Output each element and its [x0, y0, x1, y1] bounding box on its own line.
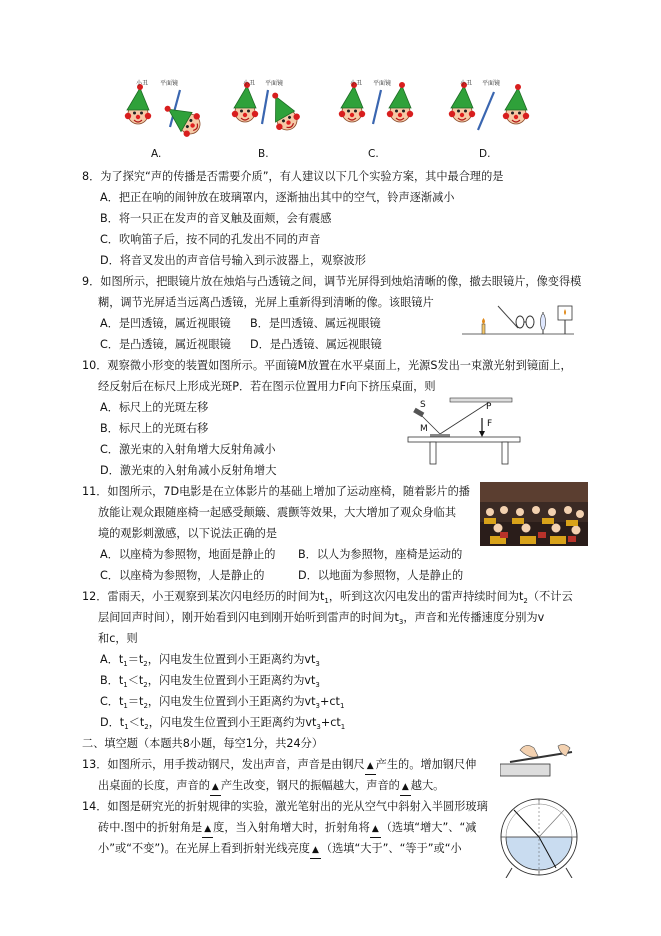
q13-line1	[82, 757, 476, 775]
q12-d-sub1b: 1	[340, 723, 346, 732]
q9-option-b: B．是凹透镜、属远视眼镜	[250, 317, 381, 330]
q9-line2: 糊，调节光屏适当远离凸透镜，光屏上重新得到清晰的像。该眼镜片	[98, 296, 434, 309]
q8-stem: 8．为了探究“声的传播是否需要介质”，有人建议以下几个实验方案，其中最合理的是	[82, 170, 504, 183]
q7-option-d: D.	[479, 148, 491, 160]
q13-line2-b: 产生改变，钢尺的振幅越大，声音的	[220, 779, 400, 792]
q12-c-sub3: 3	[315, 702, 321, 711]
q10-label-s: S	[420, 400, 426, 410]
q8-option-c: C．吹响笛子后，按不同的孔发出不同的声音	[100, 233, 321, 246]
q11-line1: 11．如图所示，7D电影是在立体影片的基础上增加了运动座椅，随着影片的播	[82, 485, 470, 498]
q12-d-mid: ＜t	[128, 716, 145, 729]
q7-option-c: C.	[368, 148, 379, 160]
q12-a-mid: ＝t	[127, 653, 144, 666]
q10-deformation-figure	[400, 394, 530, 466]
q14-line1: 14．如图是研究光的折射规律的实验，激光笔射出的光从空气中斜射入半圆形玻璃	[82, 800, 488, 813]
q12-a-sub2: 2	[143, 660, 148, 669]
q10-label-m: M	[420, 424, 428, 434]
q12-option-a	[100, 652, 320, 672]
q12-b-sub1: 1	[123, 681, 128, 690]
q13-ruler-figure	[500, 740, 580, 780]
q10-line1: 10．观察微小形变的装置如图所示。平面镜M放置在水平桌面上，光源S发出一束激光射到镜面上，	[82, 359, 572, 372]
q7-cap-b-mirror: 平面镜	[265, 80, 284, 87]
q9-option-c: C．是凸透镜，属近视眼镜	[100, 338, 231, 351]
q9-lens-experiment-figure	[458, 298, 578, 343]
q12-a-sub1: 1	[123, 660, 128, 669]
q7-cap-a-clown: 小丑	[136, 80, 149, 87]
section-title-fill-in: 二、填空题（本题共8小题，每空1分，共24分）	[82, 737, 324, 750]
q7-cap-c-mirror: 平面镜	[373, 80, 392, 87]
q12-b-post: ，闪电发生位置到小王距离约为vt	[147, 674, 316, 687]
q12-c-post: ，闪电发生位置到小王距离约为vt	[147, 695, 316, 708]
q10-line2: 经反射后在标尺上形成光斑P．若在图示位置用力F向下挤压桌面，则	[98, 380, 436, 393]
q14-line2-c: （选填“增大”、“减	[380, 821, 477, 834]
q7-option-b: B.	[258, 148, 269, 160]
q14-line2-a: 砖中.图中的折射角是	[98, 821, 203, 834]
q12-c-sub2: 2	[143, 702, 148, 711]
q10-label-f: F	[487, 419, 493, 429]
q12-d-tail: +ct	[320, 716, 341, 729]
q7-figure-d	[449, 82, 529, 130]
q7-figure-a	[125, 84, 205, 140]
q11-option-b: B．以人为参照物，座椅是运动的	[298, 548, 463, 561]
q14-blank-2[interactable]: ▲	[370, 821, 381, 838]
q12-option-c	[100, 694, 344, 714]
q14-line3	[98, 841, 462, 859]
q13-blank-1[interactable]: ▲	[365, 758, 376, 775]
q12-b-pre: B．t	[100, 674, 124, 687]
q13-line2-a: 出桌面的长度，声音的	[98, 779, 210, 792]
q10-option-a: A．标尺上的光斑左移	[100, 401, 209, 414]
q13-line1-b: 产生的。增加钢尺伸	[375, 758, 477, 771]
q12-sub-2: 2	[523, 597, 528, 606]
q12-line1-part-c: （不计云	[527, 590, 573, 603]
q12-line1	[82, 589, 573, 609]
q7-cap-a-mirror: 平面镜	[160, 80, 179, 87]
q12-line2-part-a: 层间回声时间），刚开始看到闪电到刚开始听到雷声的时间为t	[98, 611, 399, 624]
q12-c-pre: C．t	[100, 695, 124, 708]
q12-line2	[98, 610, 544, 630]
q7-cap-d-mirror: 平面镜	[482, 80, 501, 87]
q10-label-p: P	[486, 402, 492, 412]
q11-line2: 放能让观众跟随座椅一起感受颠簸、震颤等效果，大大增加了观众身临其	[98, 506, 457, 519]
q8-option-a: A．把正在响的闹钟放在玻璃罩内，逐渐抽出其中的空气，铃声逐渐减小	[100, 191, 455, 204]
q12-d-sub3: 3	[316, 723, 321, 732]
q14-line2-b: 度，当入射角增大时，折射角将	[213, 821, 370, 834]
q8-option-d: D．将音叉发出的声音信号输入到示波器上，观察波形	[100, 254, 366, 267]
q12-b-mid: ＜t	[127, 674, 144, 687]
q12-a-sub3: 3	[315, 660, 320, 669]
q13-line1-a: 13．如图所示，用手拨动钢尺，发出声音，声音是由钢尺	[82, 758, 365, 771]
q12-d-sub2: 2	[144, 723, 149, 732]
q7-figure-c	[339, 82, 413, 124]
q12-c-sub1b: 1	[339, 702, 345, 711]
q12-d-sub1: 1	[124, 723, 129, 732]
q11-cinema-photo	[480, 482, 588, 546]
q12-c-tail: +ct	[320, 695, 340, 708]
q12-line1-part-b: ，听到这次闪电发出的雷声持续时间为t	[328, 590, 524, 603]
q12-d-post: ，闪电发生位置到小王距离约为vt	[148, 716, 317, 729]
q11-option-d: D．以地面为参照物，人是静止的	[298, 569, 464, 582]
q9-line1: 9．如图所示，把眼镜片放在烛焰与凸透镜之间，调节光屏得到烛焰清晰的像，撤去眼镜片，像变得模	[82, 275, 582, 288]
q12-a-post: ，闪电发生位置到小王距离约为vt	[147, 653, 316, 666]
q12-c-sub1: 1	[123, 702, 128, 711]
q9-option-a: A．是凹透镜，属近视眼镜	[100, 317, 231, 330]
q10-option-d: D．激光束的入射角减小反射角增大	[100, 464, 277, 477]
q12-option-d	[100, 715, 345, 735]
q12-sub-3: 3	[398, 618, 404, 627]
q12-c-mid: ＝t	[127, 695, 144, 708]
q11-option-a: A．以座椅为参照物，地面是静止的	[100, 548, 276, 561]
q10-option-b: B．标尺上的光斑右移	[100, 422, 209, 435]
q12-b-sub2: 2	[143, 681, 148, 690]
q13-line2	[98, 778, 444, 796]
q12-option-b	[100, 673, 320, 693]
q13-line2-c: 越大。	[410, 779, 445, 792]
q12-b-sub3: 3	[315, 681, 320, 690]
q8-option-b: B．将一只正在发声的音叉触及面颊，会有震感	[100, 212, 332, 225]
q7-cap-b-clown: 小丑	[243, 80, 256, 87]
q14-line3-b: （选填“大于”、“等于”或“小	[320, 842, 462, 855]
q7-cap-d-clown: 小丑	[460, 80, 473, 87]
q7-option-a: A.	[151, 148, 162, 160]
q7-cap-c-clown: 小丑	[350, 80, 363, 87]
q11-line3: 境的观影刺激感，以下说法正确的是	[98, 527, 278, 540]
q13-blank-2[interactable]: ▲	[210, 779, 221, 796]
q12-sub-1: 1	[324, 597, 329, 606]
q14-refraction-disc-figure	[498, 796, 580, 878]
q12-line2-part-b: ，声音和光传播速度分别为v	[403, 611, 545, 624]
q12-line3: 和c，则	[98, 632, 138, 645]
q11-option-c: C．以座椅为参照物，人是静止的	[100, 569, 265, 582]
q12-line1-part-a: 12．雷雨天，小王观察到某次闪电经历的时间为t	[82, 590, 325, 603]
q12-d-pre: D．t	[100, 716, 125, 729]
q12-a-pre: A．t	[100, 653, 124, 666]
q7-clown-mirror-figures	[0, 0, 661, 150]
q10-option-c: C．激光束的入射角增大反射角减小	[100, 443, 276, 456]
q14-line2	[98, 820, 476, 838]
q13-blank-3[interactable]: ▲	[400, 779, 411, 796]
q14-line3-a: 小”或“不变”)。在光屏上看到折射光线亮度	[98, 842, 310, 855]
q14-blank-3[interactable]: ▲	[310, 842, 321, 859]
q14-blank-1[interactable]: ▲	[202, 821, 213, 838]
q9-option-d: D．是凸透镜、属远视眼镜	[250, 338, 382, 351]
q7-figure-b	[232, 82, 304, 135]
